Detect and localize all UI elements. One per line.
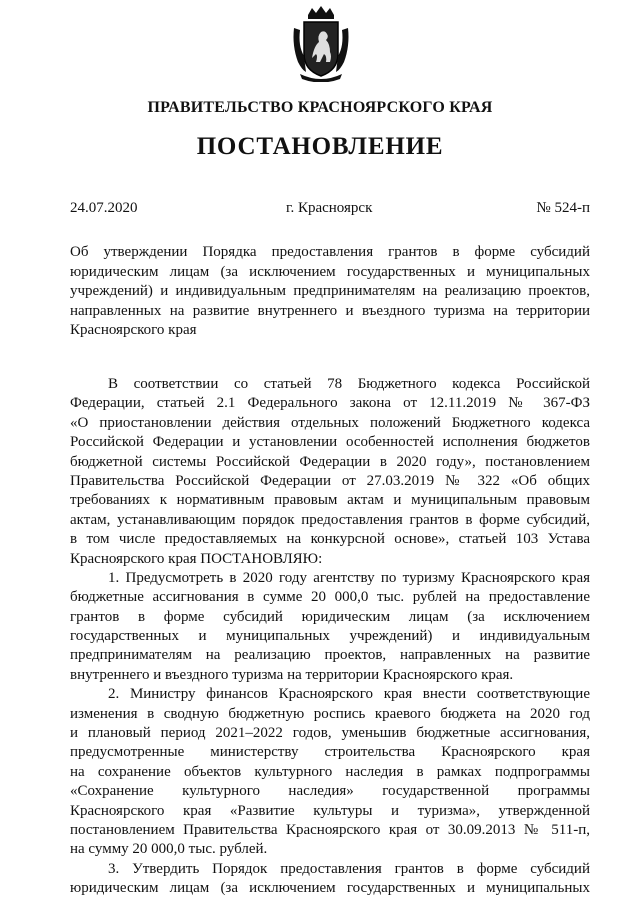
- body-line: 2. Министру финансов Красноярского края внести соответствующие: [108, 686, 590, 703]
- body-line: предпринимателям на реализацию проектов, направленных на развитие: [70, 647, 590, 664]
- body-line: грантов в форме субсидий юридическим лицам (за исключением: [70, 608, 590, 625]
- document-number: № 524-п: [536, 200, 590, 216]
- subject-line: юридическим лицам (за исключением государственных и муниципальных: [70, 263, 590, 280]
- body-line: внутреннего и въездного туризма на территории Красноярского края.: [70, 666, 514, 683]
- document-subject: [70, 243, 590, 341]
- body-line: предусмотренные министерству строительства Красноярского края: [70, 744, 590, 761]
- body-line: 3. Утвердить Порядок предоставления грантов в форме субсидий: [108, 860, 590, 877]
- body-line: и плановый период 2021–2022 годов, уменьшив бюджетные ассигнования,: [70, 725, 590, 742]
- body-line: Красноярского края ПОСТАНОВЛЯЮ:: [70, 550, 323, 567]
- body-line: 1. Предусмотреть в 2020 году агентству по туризму Красноярского края: [108, 569, 590, 586]
- body-line: государственных и муниципальных учреждений) и индивидуальным: [70, 628, 590, 645]
- subject-line: Красноярского края: [70, 322, 197, 338]
- subject-line: направленных на развитие внутреннего и въездного туризма на территории: [70, 302, 590, 319]
- body-line: на сумму 20 000,0 тыс. рублей.: [70, 841, 268, 858]
- body-line: в том числе предоставляемых на конкурсной основе», статьей 103 Устава: [70, 531, 590, 548]
- government-title: ПРАВИТЕЛЬСТВО КРАСНОЯРСКОГО КРАЯ: [147, 99, 493, 116]
- body-line: В соответствии со статьей 78 Бюджетного кодекса Российской: [108, 376, 590, 392]
- body-line: «Сохранение культурного наследия» государственной программы: [70, 783, 590, 800]
- body-line: Федерации, статьей 2.1 Федерального закона от 12.11.2019 № 367-ФЗ: [70, 395, 590, 412]
- body-line: актам, устанавливающим порядок предоставления грантов в форме субсидий,: [70, 511, 590, 528]
- body-line: бюджетной системы Российской Федерации в 2020 году», постановлением: [70, 453, 590, 470]
- body-line: Красноярского края «Развитие культуры и туризма», утвержденной: [70, 802, 590, 819]
- body-line: на сохранение объектов культурного наследия в рамках подпрограммы: [70, 763, 590, 780]
- body-line: постановлением Правительства Красноярского края от 30.09.2013 № 511-п,: [70, 821, 590, 838]
- body-line: Правительства Российской Федерации от 27.03.2019 № 322 «Об общих: [70, 472, 590, 489]
- document-body: [70, 375, 590, 899]
- document-meta: [70, 200, 590, 220]
- body-line: Российской Федерации и установлении особенностей исполнения бюджетов: [70, 434, 590, 451]
- body-line: юридическим лицам (за исключением государственных и муниципальных: [70, 880, 590, 897]
- document-type-title: ПОСТАНОВЛЕНИЕ: [196, 133, 444, 160]
- subject-line: учреждений) и индивидуальным предпринимателям на реализацию проектов,: [70, 283, 590, 299]
- body-line: требованиях к нормативным правовым актам и муниципальным правовым: [70, 492, 590, 509]
- document-city: г. Красноярск: [286, 200, 373, 216]
- body-line: «О приостановлении действия отдельных положений Бюджетного кодекса: [70, 414, 590, 431]
- coat-of-arms-icon: [290, 6, 352, 82]
- subject-line: Об утверждении Порядка предоставления грантов в форме субсидий: [70, 244, 590, 260]
- body-line: бюджетные ассигнования в сумме 20 000,0 тыс. рублей на предоставление: [70, 589, 590, 606]
- body-line: изменения в сводную бюджетную роспись краевого бюджета на 2020 год: [70, 705, 590, 722]
- document-date: 24.07.2020: [70, 200, 138, 216]
